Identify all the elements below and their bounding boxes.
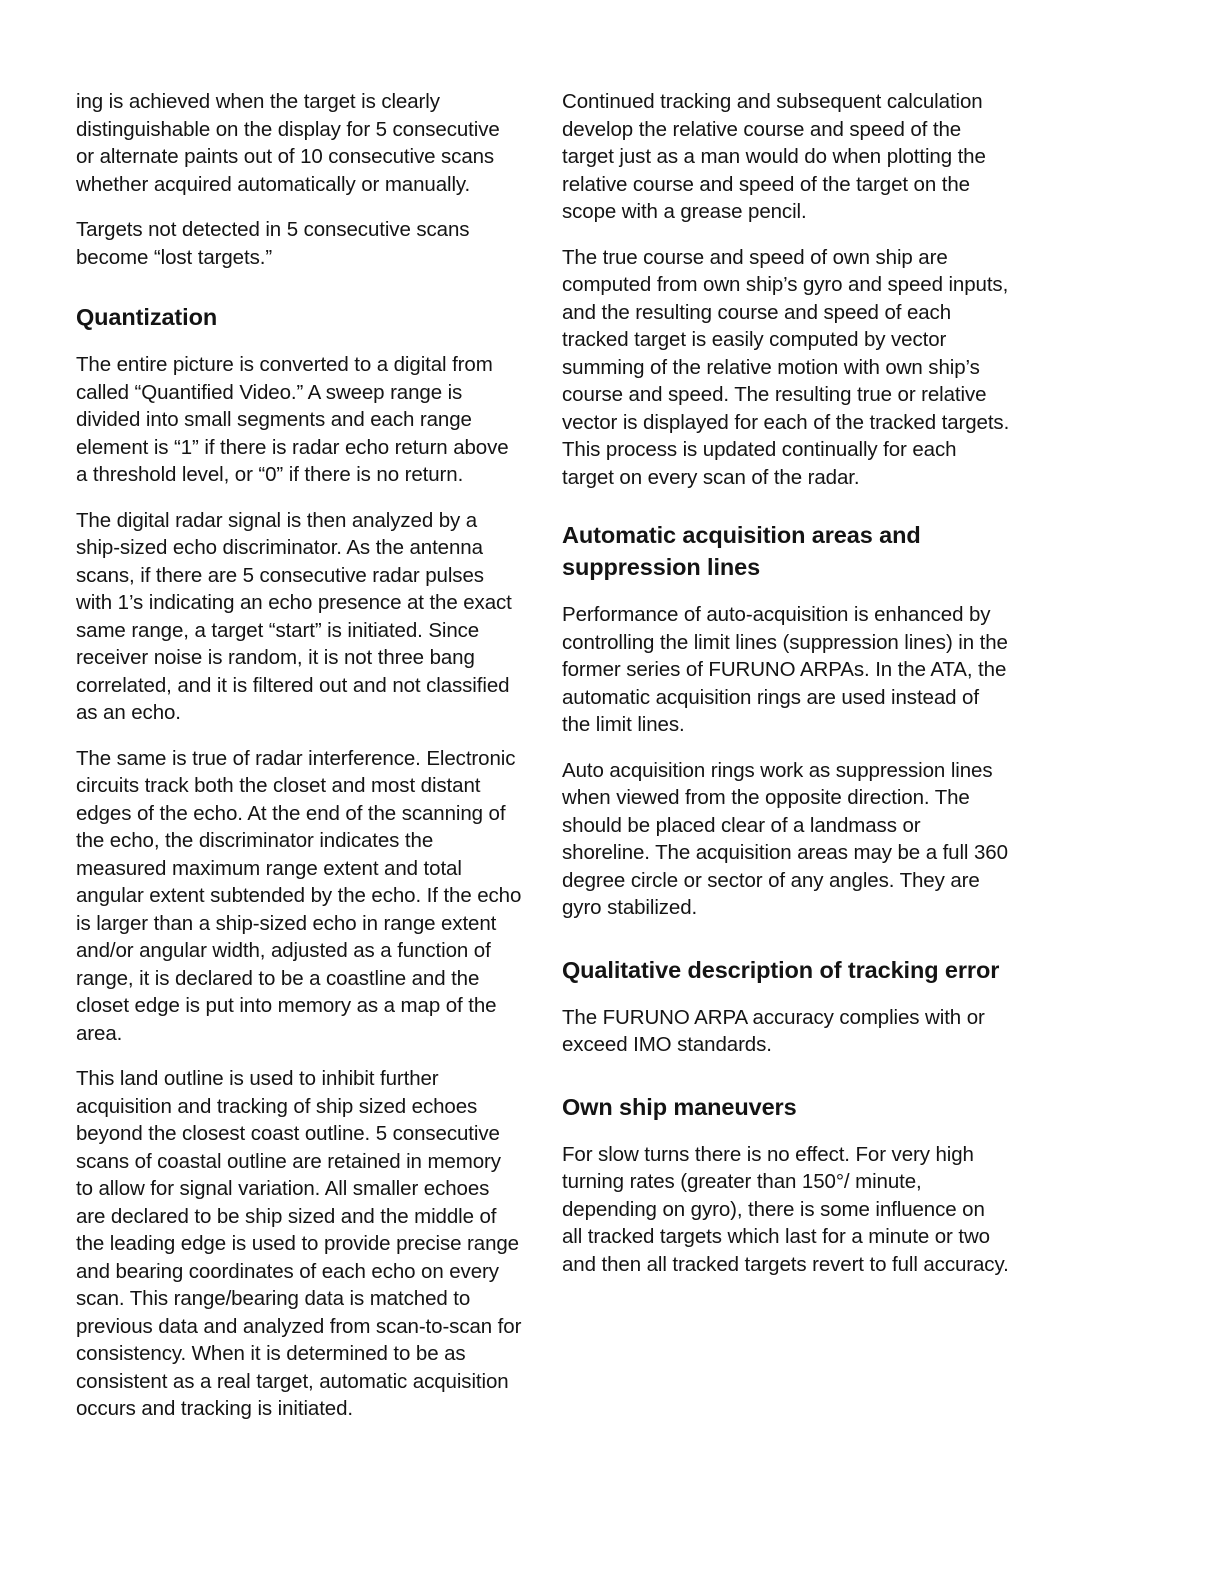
paragraph: ing is achieved when the target is clearly distinguishable on the display for 5 consecutive or alternate paints out of 10 consecutive scans whether acquired automatically or manually. (76, 90, 500, 196)
paragraph: The digital radar signal is then analyzed by a ship-sized echo discriminator. As the antenna scans, if there are 5 consecutive radar pulses with 1’s indicating an echo presence at the exact same range, a target “start” is initiated. Since receiver noise is random, it is not three bang correlated, and it is filtered out and not classified as an echo. (76, 508, 512, 724)
paragraph: Targets not detected in 5 consecutive scans become “lost targets.” (76, 218, 470, 269)
paragraph: The entire picture is converted to a digital from called “Quantified Video.” A sweep range is divided into small segments and each range element is “1” if there is radar echo return above a threshold level, or “0” if there is no return. (76, 353, 509, 486)
paragraph: This land outline is used to inhibit further acquisition and tracking of ship sized echoes beyond the closest coast outline. 5 consecutive scans of coastal outline are retained in memory to allow for signal variation. All smaller echoes are declared to be ship sized and the middle of the leading edge is used to provide precise range and bearing coordinates of each echo on every scan. This range/bearing data is matched to previous data and analyzed from scan-to-scan for consistency. When it is determined to be as consistent as a real target, automatic acquisition occurs and tracking is initiated. (76, 1067, 522, 1420)
section-heading-tracking-error: Qualitative description of tracking error (562, 956, 1000, 983)
paragraph: Auto acquisition rings work as suppression lines when viewed from the opposite direction. The should be placed clear of a landmass or shoreline. The acquisition areas may be a full 360 degree circle or sector of any angles. They are gyro stabilized. (562, 758, 1008, 919)
paragraph: Continued tracking and subsequent calculation develop the relative course and speed of the target just as a man would do when plotting the relative course and speed of the target on the scope with a grease pencil. (562, 90, 986, 223)
paragraph: The same is true of radar interference. Electronic circuits track both the closet and most distant edges of the echo. At the end of the scanning of the echo, the discriminator indicates the measured maximum range extent and total angular extent subtended by the echo. If the echo is larger than a ship-sized echo in range extent and/or angular width, adjusted as a function of range, it is declared to be a coastline and the closet edge is put into memory as a map of the area. (76, 746, 522, 1045)
paragraph: For slow turns there is no effect. For very high turning rates (greater than 150°/ minute, depending on gyro), there is some influence on all tracked targets which last for a minute or two and then all tracked targets revert to full accuracy. (562, 1142, 1009, 1276)
section-heading-own-ship: Own ship maneuvers (562, 1093, 797, 1120)
paragraph: The FURUNO ARPA accuracy complies with or exceed IMO standards. (562, 1005, 985, 1056)
paragraph: Performance of auto-acquisition is enhanced by controlling the limit lines (suppression lines) in the former series of FURUNO ARPAs. In the ATA, the automatic acquisition rings are used instead of the limit lines. (562, 603, 1008, 736)
left-column (76, 88, 522, 1441)
paragraph: The true course and speed of own ship are computed from own ship’s gyro and speed inputs, and the resulting course and speed of each tracked target is easily computed by vector summing of the relative motion with own ship’s course and speed. The resulting true or relative vector is displayed for each of the tracked targets. This process is updated continually for each target on every scan of the radar. (562, 245, 1010, 489)
section-heading-auto-acquisition: Automatic acquisition areas and suppression lines (562, 522, 921, 580)
right-column (562, 88, 1010, 1296)
section-heading-quantization: Quantization (76, 304, 218, 330)
